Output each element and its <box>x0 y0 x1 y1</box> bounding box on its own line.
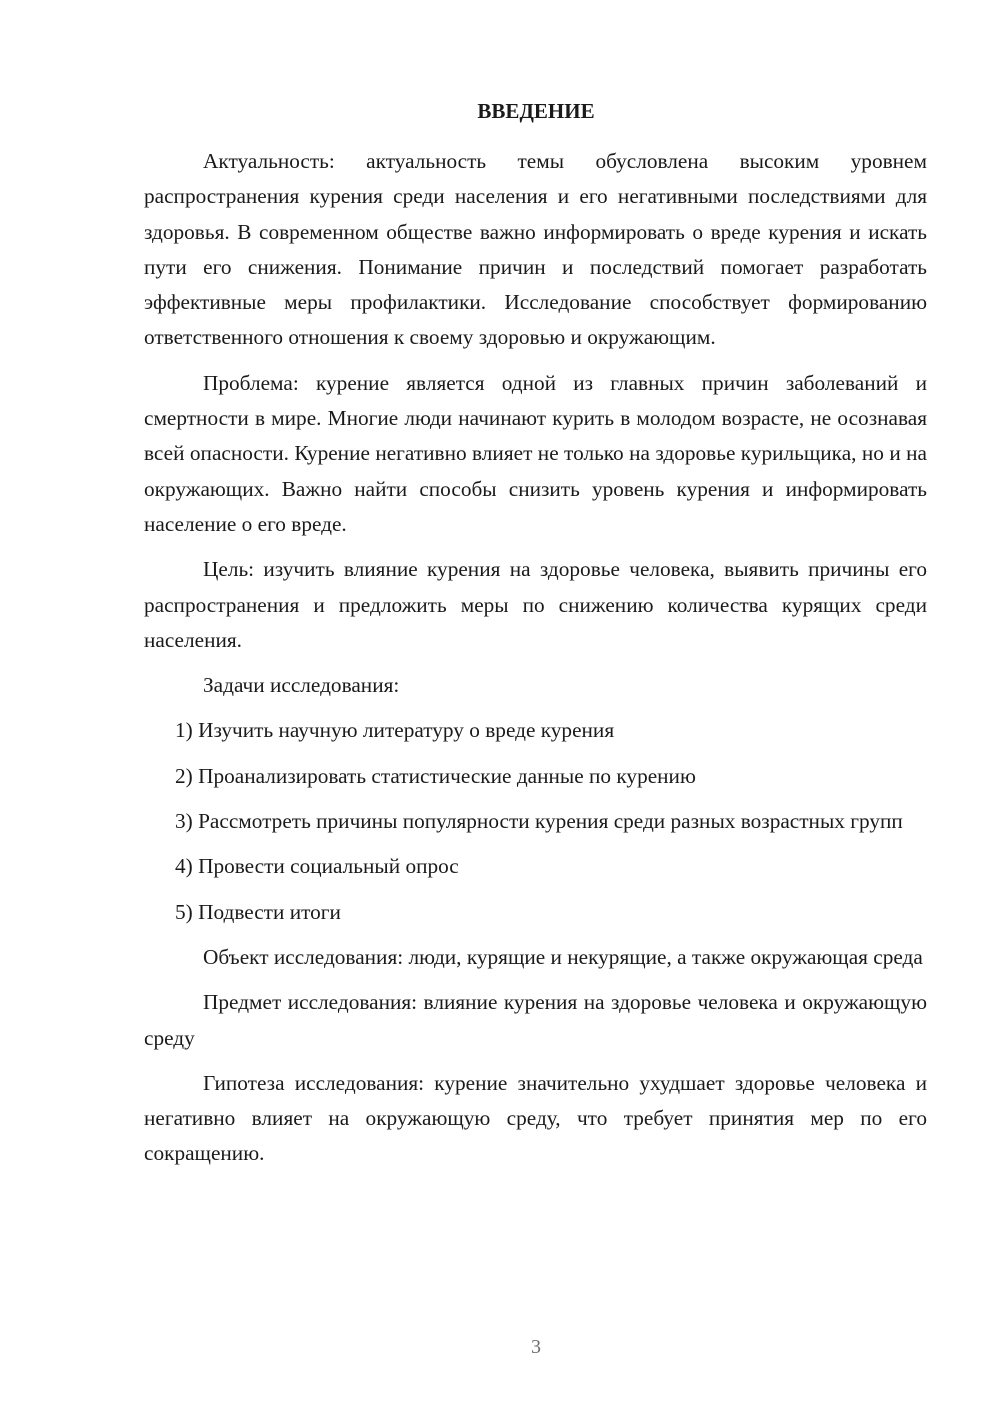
task-item: 4) Провести социальный опрос <box>175 854 459 879</box>
task-item: 5) Подвести итоги <box>175 899 341 924</box>
relevance-paragraph: Актуальность: актуальность темы обусловлена высоким уровнем распространения курения среди населения и его негативными последствиями для здоровья. В современном обществе важно информировать о вреде курения и искать пути его снижения. Понимание причин и последствий помогает разработать эффективные меры профилактики. Исследование способствует формированию ответственного отношения к своему здоровью и окружающим. <box>144 149 927 350</box>
goal-paragraph: Цель: изучить влияние курения на здоровье человека, выявить причины его распространения и предложить меры по снижению количества курящих среди населения. <box>144 557 927 652</box>
tasks-heading: Задачи исследования: <box>203 673 400 698</box>
problem-paragraph: Проблема: курение является одной из главных причин заболеваний и смертности в мире. Многие люди начинают курить в молодом возрасте, не осознавая всей опасности. Курение негативно влияет не только на здоровье курильщика, но и на окружающих. Важно найти способы снизить уровень курения и информировать население о его вреде. <box>144 370 927 536</box>
document-body <box>144 144 927 1182</box>
subject-paragraph: Предмет исследования: влияние курения на здоровье человека и окружающую среду <box>144 990 927 1050</box>
section-title: ВВЕДЕНИЕ <box>477 99 595 123</box>
task-item: 2) Проанализировать статистические данные по курению <box>175 763 696 788</box>
object-paragraph: Объект исследования: люди, курящие и некурящие, а также окружающая среда <box>203 944 923 969</box>
page-number: 3 <box>531 1336 541 1358</box>
hypothesis-paragraph: Гипотеза исследования: курение значительно ухудшает здоровье человека и негативно влияет на окружающую среду, что требует принятия мер по его сокращению. <box>144 1070 927 1166</box>
task-item: 1) Изучить научную литературу о вреде курения <box>175 718 615 743</box>
task-item: 3) Рассмотреть причины популярности курения среди разных возрастных групп <box>175 809 903 834</box>
